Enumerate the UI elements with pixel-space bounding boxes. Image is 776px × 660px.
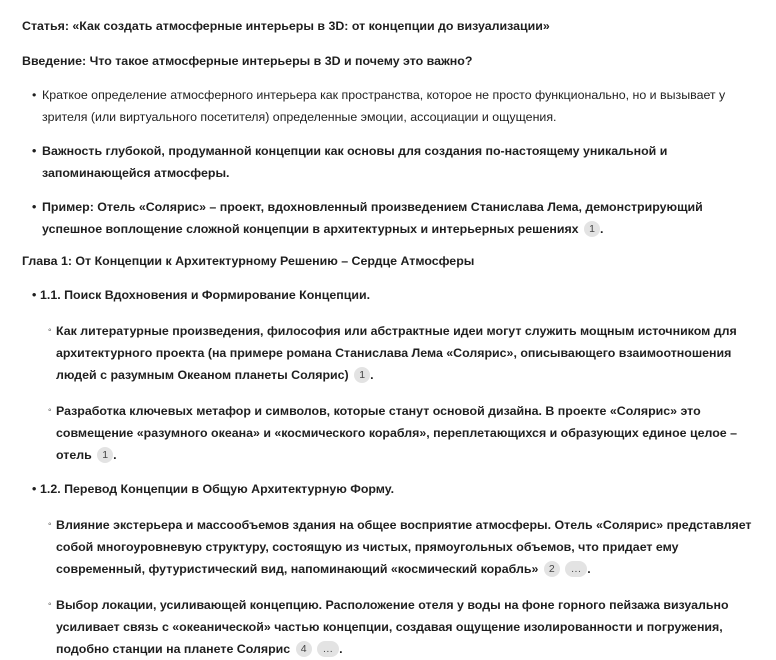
section-title: 1.2. Перевод Концепции в Общую Архитектурную Форму. xyxy=(40,482,395,496)
list-item-text: Пример: Отель «Солярис» – проект, вдохновленный произведением Станислава Лема, демонстрирующий успешное воплощение сложной концепции в архитектурных и интерьерных решениях xyxy=(42,200,703,236)
list-item: ◦ Выбор локации, усиливающей концепцию. Расположение отеля у воды на фоне горного пейзажа визуально усиливает связь с «океанической» частью концепции, создавая ощущение изолированности и погружения, подобно станции на планете Солярис 4 ... . xyxy=(22,594,756,660)
bullet-icon: • xyxy=(32,88,37,102)
section-title: 1.1. Поиск Вдохновения и Формирование Концепции. xyxy=(40,288,371,302)
article-title: Статья: «Как создать атмосферные интерьеры в 3D: от концепции до визуализации» xyxy=(22,19,550,33)
list-item: ◦ Влияние экстерьера и массообъемов здания на общее восприятие атмосферы. Отель «Солярис» представляет собой многоуровневую структуру, состоящую из чистых, прямоугольных объемов, что придает ему современный, футуристический вид, напоминающий «космический корабль» 2 ... . xyxy=(22,514,756,580)
bullet-icon: • xyxy=(32,144,37,158)
list-item xyxy=(22,84,756,128)
list-item: ◦ Разработка ключевых метафор и символов, которые станут основой дизайна. В проекте «Солярис» это совмещение «разумного океана» и «космического корабля», переплетающихся и образующих единое целое – отель 1 . xyxy=(22,400,756,466)
list-item-text: Как литературные произведения, философия или абстрактные идеи могут служить мощным источником для архитектурного проекта (на примере романа Станислава Лема «Солярис», описывающего взаимоотношения людей с разумным Океаном планеты Солярис) xyxy=(56,324,737,382)
list-item xyxy=(22,140,756,184)
bullet-icon: • xyxy=(32,482,37,496)
bullet-icon: • xyxy=(32,288,37,302)
list-item-text: Влияние экстерьера и массообъемов здания на общее восприятие атмосферы. Отель «Солярис» представляет собой многоуровневую структуру, состоящую из чистых, прямоугольных объемов, что придает ему современный, футуристический вид, напоминающий «космический корабль» xyxy=(56,518,752,576)
more-citations-badge[interactable]: ... xyxy=(565,561,587,577)
bullet-icon: • xyxy=(32,200,37,214)
list-item-text: Важность глубокой, продуманной концепции как основы для создания по-настоящему уникальной и запоминающейся атмосферы. xyxy=(42,144,668,180)
chapter-heading: Глава 1: От Концепции к Архитектурному Решению – Сердце Атмосферы xyxy=(22,254,475,268)
sub-bullet-icon: ◦ xyxy=(48,519,52,530)
section-heading xyxy=(22,478,756,500)
citation-badge[interactable]: 1 xyxy=(584,221,600,237)
sub-bullet-icon: ◦ xyxy=(48,325,52,336)
list-item-text: Разработка ключевых метафор и символов, которые станут основой дизайна. В проекте «Солярис» это совмещение «разумного океана» и «космического корабля», переплетающихся и образующих единое целое – отель xyxy=(56,404,738,462)
citation-badge[interactable]: 1 xyxy=(97,447,113,463)
sub-bullet-icon: ◦ xyxy=(48,599,52,610)
list-item: ◦ Как литературные произведения, философия или абстрактные идеи могут служить мощным источником для архитектурного проекта (на примере романа Станислава Лема «Солярис», описывающего взаимоотношения людей с разумным Океаном планеты Солярис) 1 . xyxy=(22,320,756,386)
intro-heading: Введение: Что такое атмосферные интерьеры в 3D и почему это важно? xyxy=(22,54,473,68)
section-heading xyxy=(22,284,756,306)
citation-badge[interactable]: 4 xyxy=(296,641,312,657)
citation-badge[interactable]: 2 xyxy=(544,561,560,577)
list-item: • Пример: Отель «Солярис» – проект, вдохновленный произведением Станислава Лема, демонстрирующий успешное воплощение сложной концепции в архитектурных и интерьерных решениях 1 . xyxy=(22,196,756,240)
citation-badge[interactable]: 1 xyxy=(354,367,370,383)
more-citations-badge[interactable]: ... xyxy=(317,641,339,657)
list-item-text: Выбор локации, усиливающей концепцию. Расположение отеля у воды на фоне горного пейзажа визуально усиливает связь с «океанической» частью концепции, создавая ощущение изолированности и погружения, подобно станции на планете Солярис xyxy=(56,598,729,656)
sub-bullet-icon: ◦ xyxy=(48,405,52,416)
list-item-text: Краткое определение атмосферного интерьера как пространства, которое не просто функционально, но и вызывает у зрителя (или виртуального посетителя) определенные эмоции, ассоциации и ощущения. xyxy=(42,88,726,124)
